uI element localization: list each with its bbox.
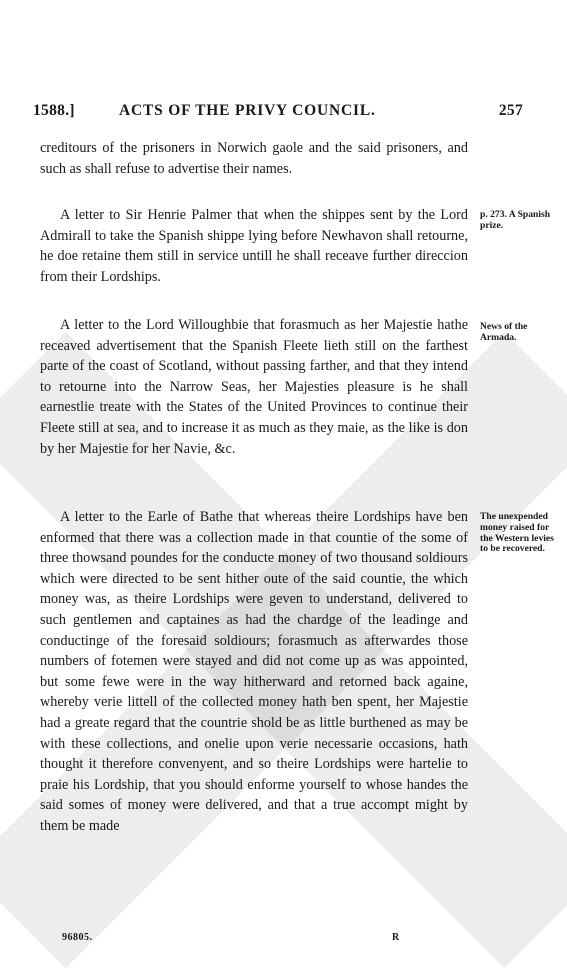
margin-note-unexpended-money: The unexpended money raised for the Western levies to be recovered. (480, 511, 554, 555)
header-title: ACTS OF THE PRIVY COUNCIL. (119, 102, 376, 119)
signature-number: 96805. (62, 932, 93, 943)
paragraph-willoughbie-letter: A letter to the Lord Willoughbie that forasmuch as her Majestie hathe receaved advertisement that the Spanish Fleete lieth still on the farthest parte of the coast of Scotland, without passing farther, and that they intend to retourne into the Narrow Seas, her Majesties pleasure is he shall earnestlie treate with the States of the United Provinces to continue their Fleete still at sea, and to increase it as much as they maie, as the like is don by her Majestie for her Navie, &c. (40, 317, 468, 457)
signature-letter: R (392, 932, 400, 943)
paragraph-palmer-letter: A letter to Sir Henrie Palmer that when the shippes sent by the Lord Admirall to take the Spanish shippe lying before Newhavon shall retourne, he doe retaine them still in service untill he shall receave further direccion from their Lordships. (40, 207, 468, 285)
paragraph-continuation: creditours of the prisoners in Norwich gaole and the said prisoners, and such as shall refuse to advertise their names. (40, 140, 468, 177)
running-header (33, 102, 523, 128)
page-number: 257 (498, 102, 523, 119)
margin-note-armada: News of the Armada. (480, 321, 528, 343)
margin-note-spanish-prize: p. 273. A Spanish prize. (480, 209, 551, 231)
paragraph-bathe-letter: A letter to the Earle of Bathe that whereas theire Lordships have ben enformed that there was a collection made in that countie of the some of three thowsand poundes for the conducte money of two thousand soldiours which were directed to be sent hither oute of the said countie, the which money was, as theire Lordships were geven to understand, delivered to such gentlemen and captaines as had the chardge of the leadinge and conductinge of the foresaid soldiours; forasmuch as afterwardes those numbers of fotemen were stayed and did not come up as was appointed, but some fewe were in the way hitherward and retorned back againe, whereby verie littell of the collected money hath ben spent, her Majestie had a greate regard that the countrie shold be as little burthened as may be with these collections, and onelie upon verie necessarie occasions, hath thought it therefore convenyent, and so theire Lordships were hartelie to praie his Lordship, that you should enforme yourself to whose handes the said somes of money were delivered, and that a true accompt might by them be made (40, 509, 468, 834)
header-year: 1588.] (33, 102, 75, 119)
